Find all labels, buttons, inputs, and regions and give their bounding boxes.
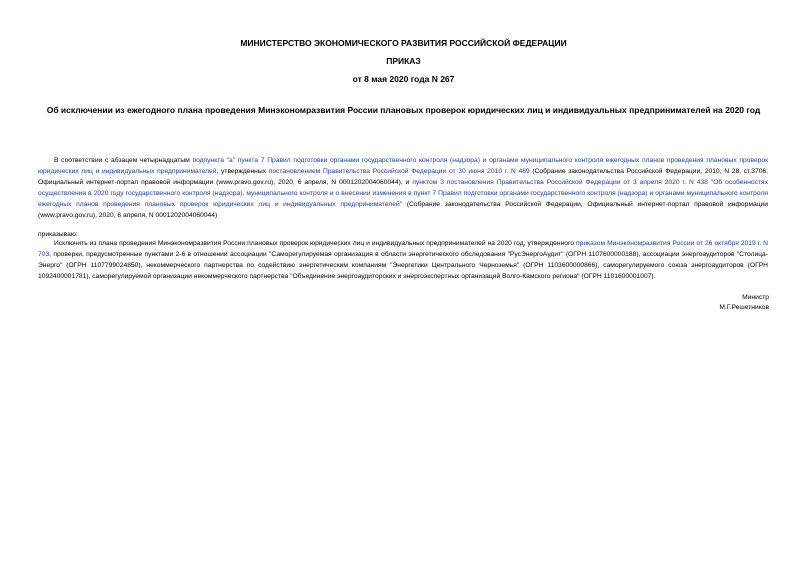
- link-resolution-438[interactable]: пунктом 3 постановления Правительства Российской Федерации от 3 апреля 2020 г. N 438 "Об особенностях осуществления в 2020 году государственного контроля (надзора), муниципального контроля и о внесении изменения в пункт 7 Правил подготовки органами государственного контроля (надзора) и органами муниципального контроля ежегодных планов проведения плановых проверок юридических лиц и индивидуальных предпринимателей": [38, 179, 768, 208]
- basis-paragraph: [38, 155, 768, 221]
- exclusion-text-1: Исключить из плана проведения Минэкономразвития России плановых проверок юридических лиц и индивидуальных предпринимателей на 2020 год, утвержденного: [54, 240, 576, 247]
- basis-text-4: (Собрание законодательства Российской Федерации, Официальный интернет-портал правовой информации (www.pravo.gov.ru), 2020, 6 апреля, N 0001202004060044): [38, 201, 768, 219]
- link-rules-subparagraph[interactable]: подпункта "а" пункта 7 Правил подготовки органами государственного контроля (надзора) и органами муниципального контроля ежегодных планов проведения плановых проверок юридических лиц и индивидуальных предпринимателей: [38, 157, 768, 175]
- link-resolution-489[interactable]: постановлением Правительства Российской Федерации от 30 июня 2010 г. N 489: [268, 168, 530, 175]
- basis-text-1: В соответствии с абзацем четырнадцатым: [54, 157, 193, 164]
- ordering-word: приказываю:: [38, 231, 78, 238]
- document-title: Об исключении из ежегодного плана проведения Минэкономразвития России плановых проверок юридических лиц и индивидуальных предпринимателей на 2020 год: [46, 105, 761, 115]
- signature-name: М.Г.Решетников: [719, 304, 769, 311]
- link-order-703[interactable]: приказом Минэкономразвития России от 26 октября 2019 г. N 703: [38, 240, 768, 258]
- signature-position: Министр: [742, 294, 769, 301]
- basis-text-2: , утвержденных: [216, 168, 269, 175]
- document-date-number: от 8 мая 2020 года N 267: [352, 74, 455, 84]
- document-type: ПРИКАЗ: [386, 56, 421, 66]
- exclusion-text-2: , проверки, предусмотренные пунктами 2-6 в отношении ассоциации "Саморегулируемая организация в области энергетического обследования "РусЭнергоАудит" (ОГРН 1107600000188), ассоциации энергоаудиторов "Столица-Энерго" (ОГРН 1107799024850), некоммерческого партнерства по содействию энергетическим компаниям "Энергетики Центрального Черноземья" (ОГРН 1103600000866), саморегулируемого союза энергоаудиторов (ОГРН 1092400001781), саморегулируемой организации некоммерческого партнерства "Объединение энергоаудиторских и энергоэкспертных организаций Волго-Камского региона" (ОГРН 1101600001007).: [38, 251, 768, 280]
- basis-text-3: (Собрание законодательства Российской Федерации, 2010, N 28, ст.3706; Официальный интернет-портал правовой информации (www.pravo.gov.ru), 2020, 6 апреля, N 0001202004060044), и: [38, 168, 768, 186]
- exclusion-paragraph: [38, 238, 768, 282]
- ministry-name: МИНИСТЕРСТВО ЭКОНОМИЧЕСКОГО РАЗВИТИЯ РОССИЙСКОЙ ФЕДЕРАЦИИ: [240, 38, 567, 48]
